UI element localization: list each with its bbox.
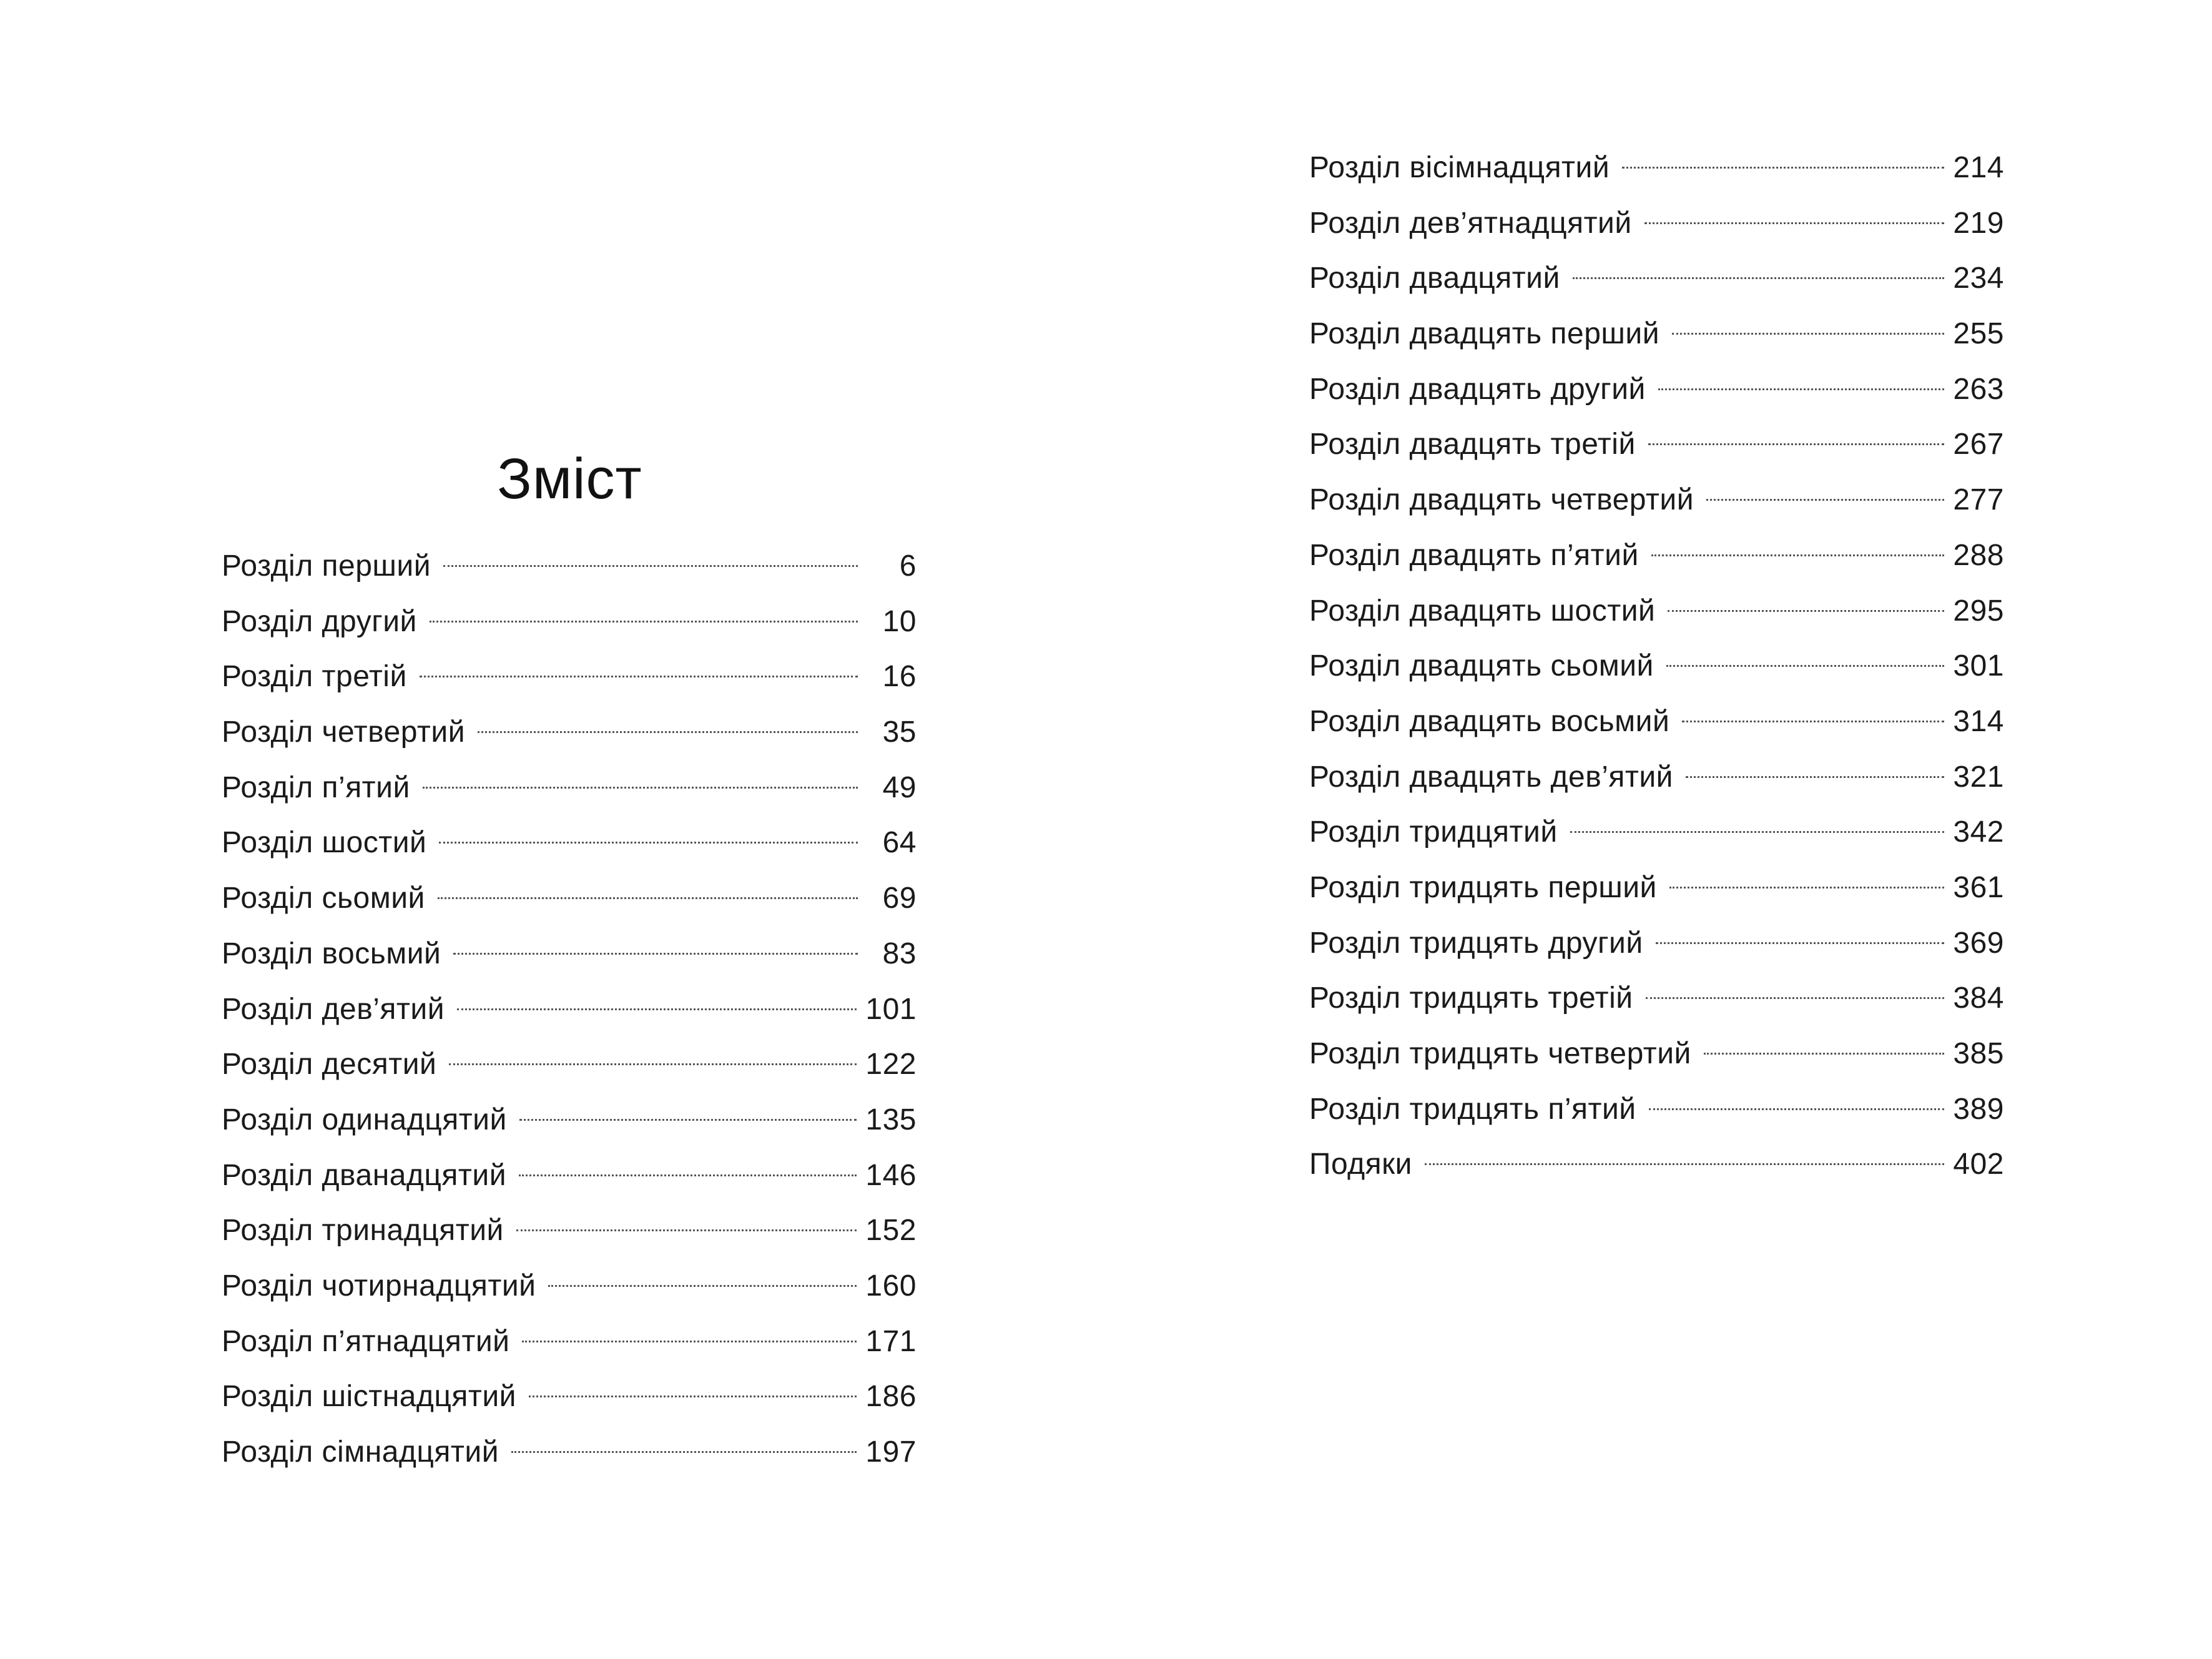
toc-entry-page-number: 301 — [1953, 649, 2004, 683]
dot-leader — [1656, 942, 1945, 944]
toc-entry-label: Розділ двадцять дев’ятий — [1309, 760, 1673, 794]
toc-entry-page-number: 197 — [865, 1435, 917, 1469]
right-page — [1106, 0, 2212, 1659]
toc-entry-page-number: 219 — [1953, 206, 2004, 240]
toc-entry-label: Розділ двадцять восьмий — [1309, 704, 1670, 738]
toc-entry[interactable] — [1309, 196, 2004, 252]
toc-entry-page-number: 267 — [1953, 428, 2004, 461]
dot-leader — [439, 842, 858, 844]
toc-entry-label: Розділ двадцять третій — [1309, 428, 1636, 461]
toc-entry[interactable] — [1309, 251, 2004, 307]
toc-entry[interactable] — [1309, 1137, 2004, 1193]
toc-entry[interactable] — [222, 1203, 917, 1259]
toc-entry-label: Розділ дев’ятий — [222, 992, 445, 1026]
toc-entry[interactable] — [222, 1425, 917, 1480]
dot-leader — [423, 787, 858, 789]
dot-leader — [1682, 721, 1944, 722]
toc-entry-label: Розділ перший — [222, 549, 431, 583]
toc-entry-page-number: 314 — [1953, 704, 2004, 738]
toc-entry-page-number: 321 — [1953, 760, 2004, 794]
toc-entry-label: Розділ десятий — [222, 1048, 437, 1081]
toc-entry[interactable] — [222, 871, 917, 927]
toc-entry-label: Розділ тридцять другий — [1309, 926, 1643, 960]
toc-entry[interactable] — [1309, 417, 2004, 473]
toc-entry[interactable] — [1309, 307, 2004, 362]
toc-entry-label: Розділ вісімнадцятий — [1309, 151, 1610, 184]
toc-entry-label: Розділ сьомий — [222, 882, 425, 915]
toc-entry[interactable] — [222, 705, 917, 761]
toc-entry[interactable] — [222, 539, 917, 594]
toc-entry-page-number: 122 — [865, 1048, 917, 1081]
toc-entry-page-number: 288 — [1953, 538, 2004, 572]
toc-entry[interactable] — [222, 1148, 917, 1204]
toc-entry-label: Розділ третій — [222, 660, 407, 694]
toc-entry-page-number: 361 — [1953, 870, 2004, 904]
toc-entry-label: Розділ двадцять другий — [1309, 372, 1646, 406]
dot-leader — [457, 1008, 857, 1010]
dot-leader — [1648, 443, 1945, 445]
dot-leader — [1570, 831, 1945, 833]
toc-entry-page-number: 49 — [882, 770, 917, 804]
dot-leader — [420, 676, 858, 677]
toc-entry[interactable] — [222, 761, 917, 816]
toc-entry-page-number: 214 — [1953, 151, 2004, 184]
toc-entry-label: Розділ п’ятнадцятий — [222, 1324, 510, 1358]
toc-entry-page-number: 384 — [1953, 982, 2004, 1015]
toc-entry-label: Розділ другий — [222, 604, 417, 638]
toc-entry-label: Розділ шостий — [222, 826, 427, 860]
toc-entry-label: Розділ одинадцятий — [222, 1103, 507, 1136]
toc-entry-label: Розділ п’ятий — [222, 770, 410, 804]
toc-entry-label: Розділ дванадцятий — [222, 1158, 506, 1192]
toc-entry[interactable] — [1309, 584, 2004, 639]
toc-entry-label: Розділ двадцятий — [1309, 262, 1560, 295]
toc-entry-page-number: 35 — [882, 716, 917, 749]
toc-entry[interactable] — [222, 927, 917, 982]
toc-entry-page-number: 263 — [1953, 372, 2004, 406]
toc-entry-page-number: 385 — [1953, 1037, 2004, 1070]
dot-leader — [1573, 277, 1945, 279]
toc-entry[interactable] — [1309, 971, 2004, 1026]
toc-entry[interactable] — [222, 1369, 917, 1425]
dot-leader — [1622, 167, 1944, 169]
dot-leader — [1658, 388, 1945, 390]
dot-leader — [511, 1451, 857, 1453]
toc-entry-label: Розділ двадцять перший — [1309, 317, 1660, 351]
toc-entry-label: Розділ дев’ятнадцятий — [1309, 206, 1632, 240]
toc-entry-page-number: 101 — [865, 992, 917, 1026]
toc-entry-page-number: 342 — [1953, 815, 2004, 849]
dot-leader — [1666, 665, 1945, 667]
dot-leader — [519, 1174, 857, 1176]
dot-leader — [529, 1396, 857, 1397]
toc-entry-label: Розділ восьмий — [222, 937, 441, 970]
dot-leader — [443, 565, 858, 567]
toc-entry-label: Розділ сімнадцятий — [222, 1435, 499, 1469]
toc-entry-label: Розділ тридцять третій — [1309, 982, 1633, 1015]
dot-leader — [548, 1285, 857, 1287]
toc-entry-page-number: 152 — [865, 1214, 917, 1248]
toc-entry-page-number: 389 — [1953, 1092, 2004, 1126]
toc-entry-page-number: 186 — [865, 1380, 917, 1414]
toc-entry[interactable] — [1309, 473, 2004, 528]
toc-entry-label: Розділ тридцять п’ятий — [1309, 1092, 1636, 1126]
toc-entry[interactable] — [1309, 805, 2004, 860]
toc-entry-label: Розділ тридцять перший — [1309, 870, 1657, 904]
toc-entry[interactable] — [1309, 1026, 2004, 1082]
toc-entry-label: Розділ двадцять п’ятий — [1309, 538, 1639, 572]
toc-entry-page-number: 16 — [882, 660, 917, 694]
toc-entry-page-number: 160 — [865, 1269, 917, 1302]
toc-entry-page-number: 234 — [1953, 262, 2004, 295]
toc-entry-label: Подяки — [1309, 1148, 1412, 1181]
toc-entry[interactable] — [222, 1314, 917, 1370]
toc-entry-page-number: 277 — [1953, 483, 2004, 517]
page-title: Зміст — [497, 446, 642, 511]
toc-entry[interactable] — [1309, 694, 2004, 750]
dot-leader — [516, 1229, 857, 1231]
dot-leader — [519, 1119, 857, 1121]
toc-entry-label: Розділ тридцять четвертий — [1309, 1037, 1691, 1070]
toc-entry[interactable] — [222, 982, 917, 1038]
toc-entry[interactable] — [1309, 916, 2004, 972]
toc-entry[interactable] — [1309, 362, 2004, 418]
toc-entry[interactable] — [1309, 750, 2004, 805]
toc-entry[interactable] — [222, 1259, 917, 1314]
toc-entry[interactable] — [222, 649, 917, 705]
toc-entry-label: Розділ двадцять четвертий — [1309, 483, 1694, 517]
toc-entry[interactable] — [1309, 528, 2004, 584]
toc-entry-label: Розділ шістнадцятий — [222, 1380, 516, 1414]
toc-entry[interactable] — [222, 1093, 917, 1148]
toc-entry[interactable] — [1309, 639, 2004, 694]
dot-leader — [1672, 333, 1944, 335]
dot-leader — [1704, 1053, 1945, 1055]
toc-entry-page-number: 64 — [882, 826, 917, 860]
dot-leader — [1706, 499, 1944, 501]
toc-entry-page-number: 402 — [1953, 1148, 2004, 1181]
toc-list-right — [1309, 140, 2004, 1193]
toc-entry-page-number: 255 — [1953, 317, 2004, 351]
toc-entry-page-number: 135 — [865, 1103, 917, 1136]
toc-entry-page-number: 146 — [865, 1158, 917, 1192]
dot-leader — [1668, 610, 1944, 612]
toc-entry[interactable] — [1309, 140, 2004, 196]
dot-leader — [1425, 1163, 1944, 1165]
dot-leader — [1651, 554, 1945, 556]
dot-leader — [1686, 776, 1944, 778]
toc-entry-label: Розділ двадцять сьомий — [1309, 649, 1654, 683]
toc-entry[interactable] — [222, 815, 917, 871]
toc-entry[interactable] — [222, 1037, 917, 1093]
toc-entry-page-number: 369 — [1953, 926, 2004, 960]
dot-leader — [1669, 887, 1945, 889]
toc-entry-label: Розділ четвертий — [222, 716, 466, 749]
toc-entry-page-number: 171 — [865, 1324, 917, 1358]
toc-entry-page-number: 69 — [882, 882, 917, 915]
toc-entry-page-number: 10 — [882, 604, 917, 638]
toc-entry-label: Розділ тридцятий — [1309, 815, 1558, 849]
dot-leader — [1644, 222, 1945, 224]
dot-leader — [453, 953, 858, 955]
dot-leader — [449, 1063, 857, 1065]
toc-entry[interactable] — [1309, 860, 2004, 916]
dot-leader — [1646, 997, 1945, 999]
toc-entry-label: Розділ тринадцятий — [222, 1214, 504, 1248]
toc-entry[interactable] — [1309, 1082, 2004, 1138]
dot-leader — [522, 1341, 857, 1342]
toc-list-left — [222, 539, 917, 1480]
dot-leader — [430, 621, 858, 623]
toc-entry-page-number: 6 — [899, 549, 917, 583]
toc-entry-label: Розділ чотирнадцятий — [222, 1269, 536, 1302]
toc-entry-page-number: 295 — [1953, 594, 2004, 628]
toc-entry[interactable] — [222, 594, 917, 650]
toc-entry-label: Розділ двадцять шостий — [1309, 594, 1656, 628]
dot-leader — [1649, 1108, 1945, 1110]
toc-entry-page-number: 83 — [882, 937, 917, 970]
dot-leader — [438, 897, 858, 899]
dot-leader — [478, 731, 858, 733]
